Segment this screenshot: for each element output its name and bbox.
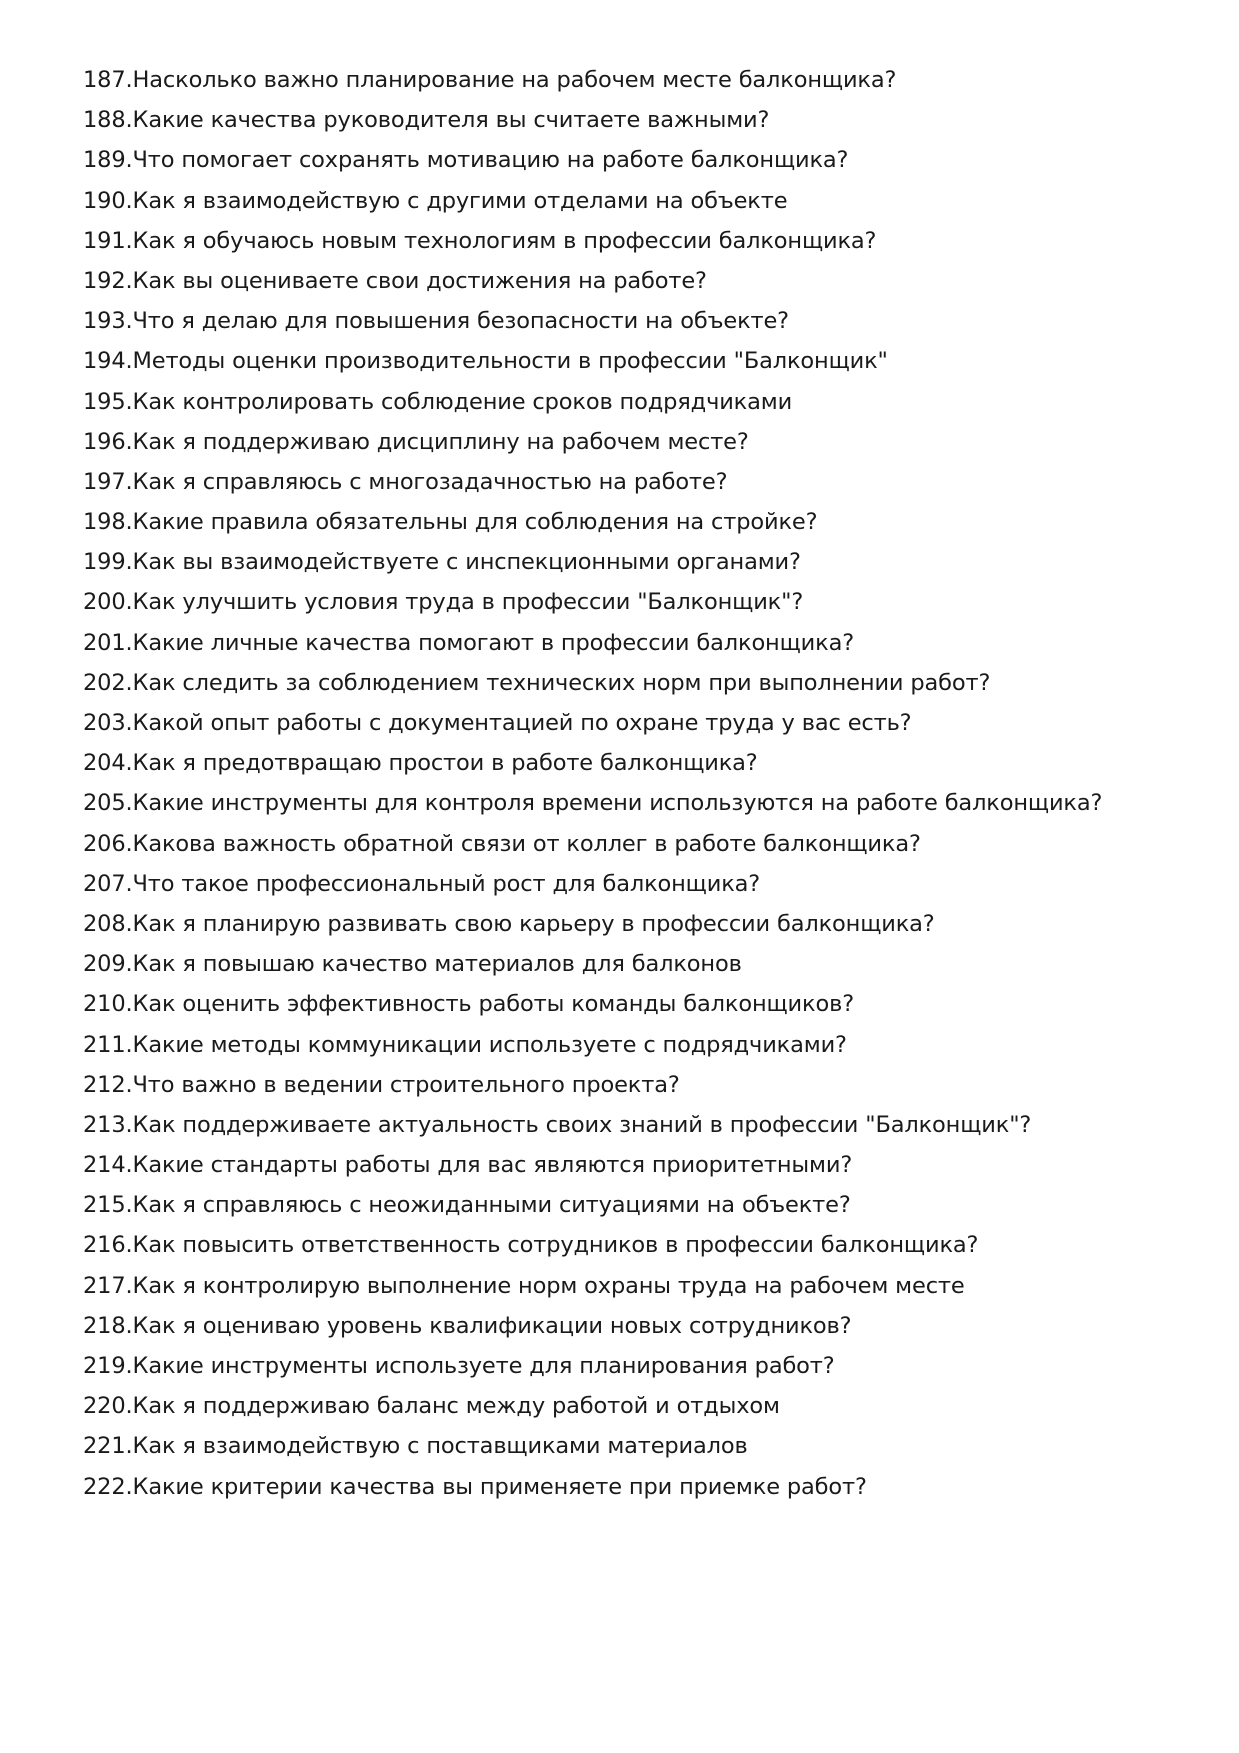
- question-text: Какие качества руководителя вы считаете важными?: [132, 107, 770, 134]
- question-text: Что я делаю для повышения безопасности на объекте?: [132, 308, 789, 335]
- question-text: Насколько важно планирование на рабочем месте балконщика?: [132, 67, 897, 93]
- question-number: 207 .: [83, 864, 133, 904]
- list-item: [83, 1266, 1203, 1306]
- list-item: [83, 181, 1203, 221]
- list-item: [83, 1185, 1203, 1225]
- list-item: [83, 743, 1203, 783]
- list-item: [83, 462, 1203, 502]
- list-item: [83, 663, 1203, 703]
- list-item: [83, 623, 1203, 663]
- list-item: [83, 824, 1203, 864]
- question-number: 215 .: [83, 1185, 133, 1225]
- question-text: Какой опыт работы с документацией по охране труда у вас есть?: [132, 710, 912, 736]
- list-item: [83, 341, 1203, 381]
- question-text: Как я оцениваю уровень квалификации новых сотрудников?: [132, 1312, 852, 1339]
- question-number: 211 .: [83, 1025, 133, 1065]
- question-text: Как я предотвращаю простои в работе балконщика?: [132, 750, 758, 777]
- list-item: [83, 261, 1203, 301]
- question-number: 219 .: [83, 1346, 133, 1386]
- question-number: 214 .: [83, 1145, 133, 1185]
- question-number: 217 .: [83, 1266, 133, 1306]
- question-text: Какие инструменты для контроля времени используются на работе балконщика?: [132, 790, 1103, 817]
- list-item: [83, 783, 1203, 823]
- question-number: 189 .: [83, 140, 133, 180]
- question-text: Как я взаимодействую с другими отделами на объекте: [132, 187, 788, 214]
- question-text: Как вы оцениваете свои достижения на работе?: [132, 267, 707, 294]
- question-text: Как я обучаюсь новым технологиям в профессии балконщика?: [132, 227, 877, 254]
- question-number: 190 .: [83, 181, 133, 221]
- list-item: [83, 904, 1203, 944]
- list-item: [83, 422, 1203, 462]
- question-text: Как я взаимодействую с поставщиками материалов: [132, 1433, 748, 1460]
- list-item: [83, 703, 1203, 743]
- question-text: Как я справляюсь с неожиданными ситуациями на объекте?: [132, 1192, 851, 1219]
- question-text: Что важно в ведении строительного проекта?: [132, 1071, 680, 1098]
- question-text: Какие стандарты работы для вас являются приоритетными?: [132, 1152, 853, 1179]
- question-list: [83, 60, 1203, 1507]
- question-number: 213 .: [83, 1105, 133, 1145]
- list-item: [83, 582, 1203, 622]
- question-number: 220 .: [83, 1386, 133, 1426]
- question-number: 197 .: [83, 462, 133, 502]
- list-item: [83, 60, 1203, 100]
- list-item: [83, 100, 1203, 140]
- question-number: 221 .: [83, 1426, 133, 1466]
- question-number: 206 .: [83, 824, 133, 864]
- list-item: [83, 864, 1203, 904]
- list-item: [83, 1346, 1203, 1386]
- question-number: 200 .: [83, 582, 133, 622]
- question-number: 187 .: [83, 60, 133, 100]
- question-number: 196 .: [83, 422, 133, 462]
- question-text: Что такое профессиональный рост для балконщика?: [132, 870, 761, 897]
- list-item: [83, 1145, 1203, 1185]
- question-text: Как я поддерживаю баланс между работой и отдыхом: [132, 1393, 780, 1420]
- question-number: 193 .: [83, 301, 133, 341]
- question-number: 205 .: [83, 783, 133, 823]
- question-number: 199 .: [83, 542, 133, 582]
- list-item: [83, 1065, 1203, 1105]
- list-item: [83, 140, 1203, 180]
- list-item: [83, 1426, 1203, 1466]
- question-number: 222 .: [83, 1467, 133, 1507]
- question-text: Как я справляюсь с многозадачностью на работе?: [132, 468, 728, 495]
- question-number: 202 .: [83, 663, 133, 703]
- question-text: Как поддерживаете актуальность своих знаний в профессии "Балконщик"?: [132, 1111, 1032, 1138]
- list-item: [83, 1225, 1203, 1265]
- question-text: Какие правила обязательны для соблюдения на стройке?: [132, 509, 818, 536]
- list-item: [83, 984, 1203, 1024]
- list-item: [83, 542, 1203, 582]
- question-number: 212 .: [83, 1065, 133, 1105]
- question-number: 218 .: [83, 1306, 133, 1346]
- question-text: Что помогает сохранять мотивацию на работе балконщика?: [132, 147, 849, 174]
- question-text: Как вы взаимодействуете с инспекционными органами?: [132, 549, 801, 576]
- question-number: 209 .: [83, 944, 133, 984]
- question-number: 204 .: [83, 743, 133, 783]
- question-text: Как следить за соблюдением технических норм при выполнении работ?: [132, 669, 991, 696]
- question-text: Какие инструменты используете для планирования работ?: [132, 1353, 835, 1379]
- question-number: 194 .: [83, 341, 133, 381]
- question-text: Какова важность обратной связи от коллег в работе балконщика?: [132, 830, 921, 857]
- question-text: Методы оценки производительности в профессии "Балконщик": [132, 348, 888, 375]
- question-number: 201 .: [83, 623, 133, 663]
- list-item: [83, 1105, 1203, 1145]
- question-text: Как повысить ответственность сотрудников в профессии балконщика?: [132, 1232, 979, 1259]
- question-text: Как я повышаю качество материалов для балконов: [132, 951, 742, 978]
- list-item: [83, 1306, 1203, 1346]
- question-text: Как оценить эффективность работы команды балконщиков?: [132, 991, 854, 1018]
- list-item: [83, 301, 1203, 341]
- question-number: 216 .: [83, 1225, 133, 1265]
- question-text: Какие методы коммуникации используете с подрядчиками?: [132, 1031, 847, 1058]
- question-text: Какие личные качества помогают в профессии балконщика?: [132, 629, 855, 656]
- list-item: [83, 944, 1203, 984]
- question-text: Какие критерии качества вы применяете при приемке работ?: [132, 1473, 867, 1500]
- question-text: Как улучшить условия труда в профессии "Балконщик"?: [132, 589, 804, 616]
- question-number: 188 .: [83, 100, 133, 140]
- question-number: 198 .: [83, 502, 133, 542]
- list-item: [83, 502, 1203, 542]
- list-item: [83, 221, 1203, 261]
- list-item: [83, 382, 1203, 422]
- question-text: Как я контролирую выполнение норм охраны труда на рабочем месте: [132, 1272, 965, 1299]
- list-item: [83, 1025, 1203, 1065]
- question-number: 208 .: [83, 904, 133, 944]
- question-number: 195 .: [83, 382, 133, 422]
- question-text: Как я планирую развивать свою карьеру в профессии балконщика?: [132, 910, 935, 937]
- list-item: [83, 1467, 1203, 1507]
- question-number: 192 .: [83, 261, 133, 301]
- question-number: 210 .: [83, 984, 133, 1024]
- question-text: Как я поддерживаю дисциплину на рабочем месте?: [132, 428, 749, 455]
- list-item: [83, 1386, 1203, 1426]
- question-number: 203 .: [83, 703, 133, 743]
- question-number: 191 .: [83, 221, 133, 261]
- question-text: Как контролировать соблюдение сроков подрядчиками: [132, 388, 793, 415]
